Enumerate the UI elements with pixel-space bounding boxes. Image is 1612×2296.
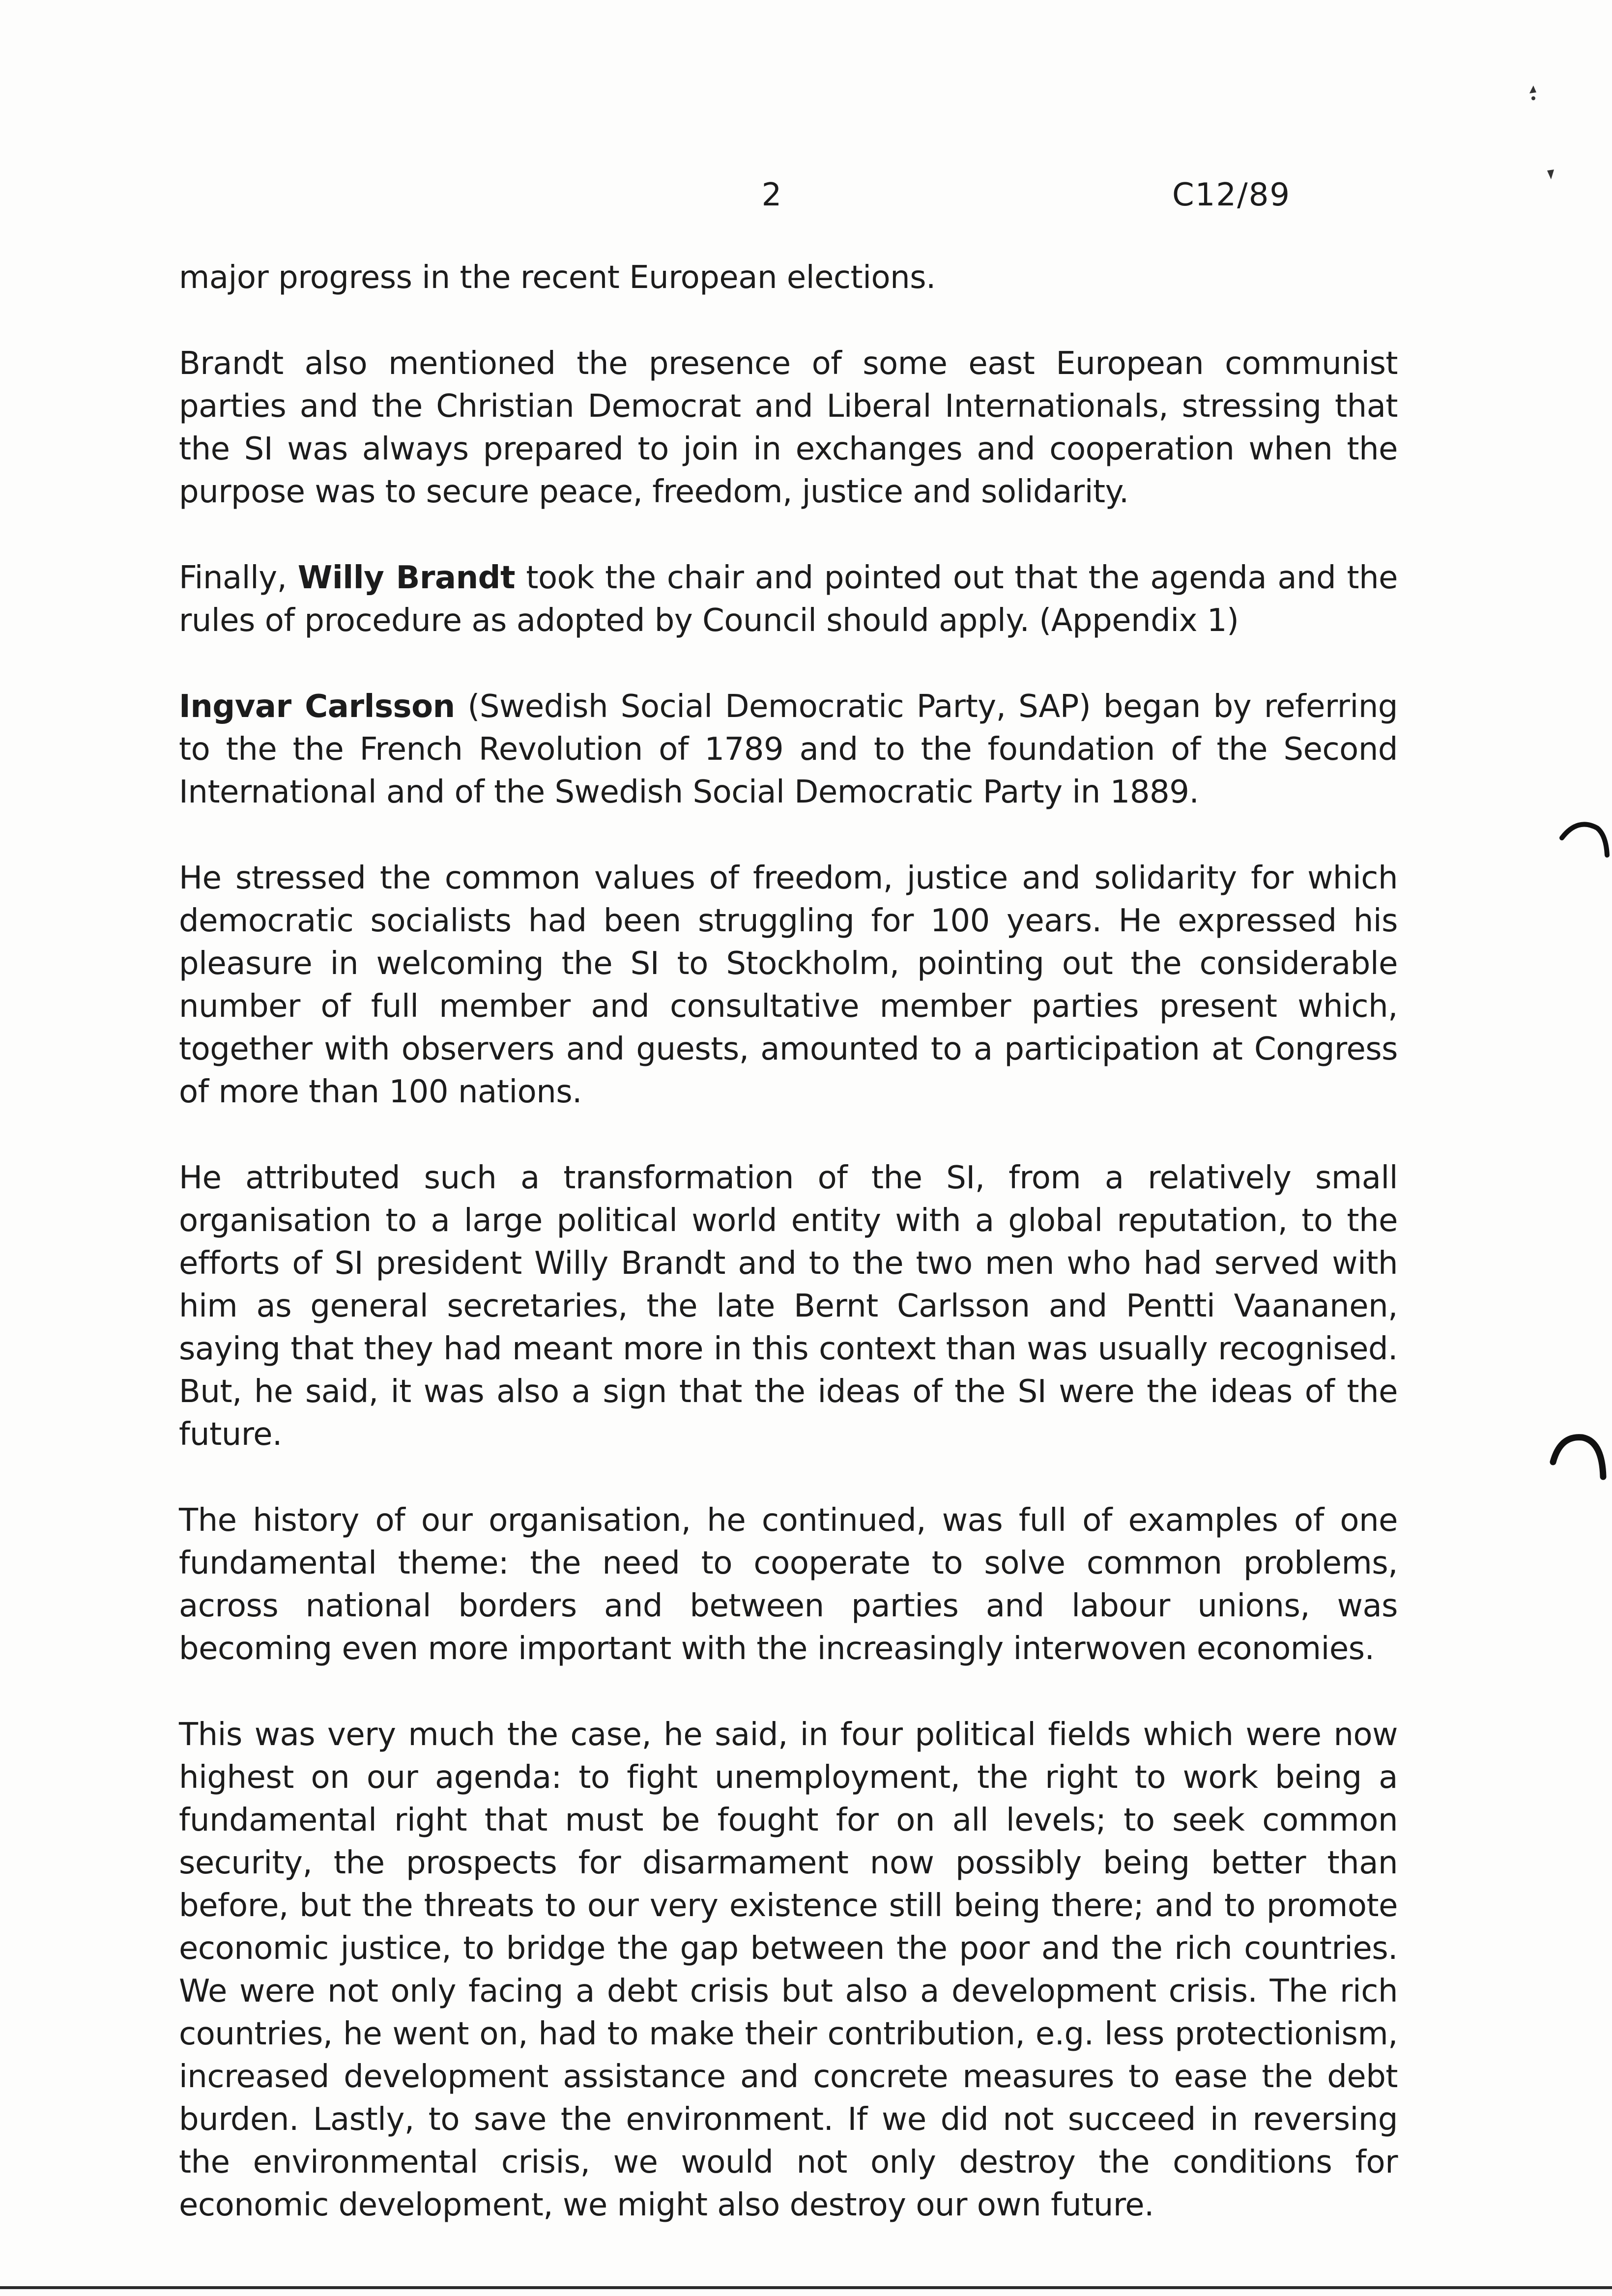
paragraph-text: (Swedish Social Democratic Party, SAP) began by referring to the the French Revolution of 1789 and to the foundation of the Second International and of the Swedish Social Democratic Party in 1889.: [179, 689, 1398, 810]
paragraph-4: [179, 686, 1398, 814]
punch-hole-arc-icon: [1548, 1428, 1610, 1482]
punch-hole-arc-icon: [1558, 813, 1612, 860]
speaker-name: Ingvar Carlsson: [179, 689, 455, 725]
paragraph-3: [179, 557, 1398, 642]
paragraph-text: The history of our organisation, he continued, was full of examples of one fundamental theme: the need to cooperate to solve common problems, across national borders and between parties and labour unions, was becoming even more important with the increasingly interwoven economies.: [179, 1502, 1398, 1667]
paragraph-2: [179, 343, 1398, 514]
scan-speck-mark: [1524, 79, 1543, 103]
paragraph-text: major progress in the recent European elections.: [179, 259, 936, 296]
page-header: [0, 173, 1612, 217]
bottom-edge-rule: [0, 2286, 1612, 2289]
paragraph-1: [179, 257, 1398, 299]
paragraph-text: He stressed the common values of freedom, justice and solidarity for which democratic socialists had been struggling for 100 years. He expressed his pleasure in welcoming the SI to Stockholm, pointing out the considerable number of full member and consultative member parties present which, together with observers and guests, amounted to a participation at Congress of more than 100 nations.: [179, 860, 1398, 1110]
page-number: 2: [761, 177, 782, 213]
speaker-name: Willy Brandt: [297, 560, 516, 596]
scan-speck-mark: [1543, 165, 1558, 184]
paragraph-lead: Finally,: [179, 560, 298, 596]
paragraph-5: [179, 857, 1398, 1114]
body-text: [179, 257, 1398, 2270]
paragraph-text: took the chair and pointed out that the agenda and the rules of procedure as adopted by Council should apply. (Appendix 1): [179, 560, 1398, 639]
paragraph-7: [179, 1499, 1398, 1670]
paragraph-6: [179, 1157, 1398, 1456]
paragraph-text: This was very much the case, he said, in four political fields which were now highest on our agenda: to fight unemployment, the right to work being a fundamental right that must be fought for on all levels; to seek common security, the prospects for disarmament now possibly being better than before, but the threats to our very existence still being there; and to promote economic justice, to bridge the gap between the poor and the rich countries. We were not only facing a debt crisis but also a development crisis. The rich countries, he went on, had to make their contribution, e.g. less protectionism, increased development assistance and concrete measures to ease the debt burden. Lastly, to save the environment. If we did not succeed in reversing the environmental crisis, we would not only destroy the conditions for economic development, we might also destroy our own future.: [179, 1717, 1398, 2223]
paragraph-text: Brandt also mentioned the presence of some east European communist parties and the Christian Democrat and Liberal Internationals, stressing that the SI was always prepared to join in exchanges and cooperation when the purpose was to secure peace, freedom, justice and solidarity.: [179, 345, 1398, 510]
document-reference: C12/89: [1172, 177, 1291, 213]
paragraph-text: He attributed such a transformation of the SI, from a relatively small organisation to a large political world entity with a global reputation, to the efforts of SI president Willy Brandt and to the two men who had served with him as general secretaries, the late Bernt Carlsson and Pentti Vaananen, saying that they had meant more in this context than was usually recognised. But, he said, it was also a sign that the ideas of the SI were the ideas of the future.: [179, 1160, 1398, 1453]
paragraph-8: [179, 1714, 1398, 2227]
